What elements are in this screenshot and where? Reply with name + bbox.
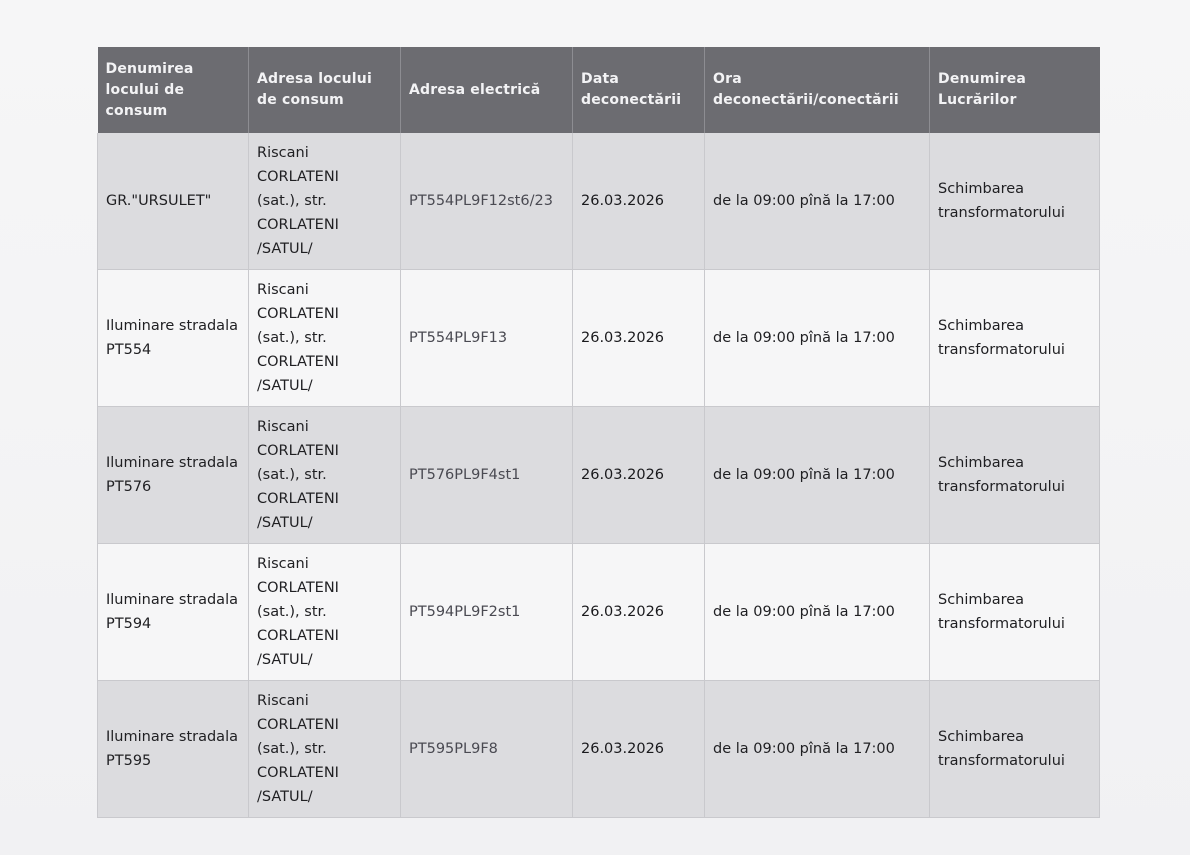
header-row xyxy=(98,47,1100,133)
cell-adresa-electrica: PT554PL9F12st6/23 xyxy=(401,133,573,270)
address-line: CORLATENI xyxy=(257,491,339,507)
address-line: CORLATENI xyxy=(257,217,339,233)
cell-loc-consum: GR."URSULET" xyxy=(98,133,249,270)
header-lucrari: Denumirea Lucrărilor xyxy=(930,47,1100,133)
cell-adresa-electrica: PT595PL9F8 xyxy=(401,681,573,818)
table-row xyxy=(98,407,1100,544)
cell-ora: de la 09:00 pînă la 17:00 xyxy=(705,407,930,544)
address-line: (sat.), str. xyxy=(257,741,327,757)
cell-loc-consum: Iluminare stradala PT595 xyxy=(98,681,249,818)
table-row xyxy=(98,270,1100,407)
table-row xyxy=(98,681,1100,818)
cell-ora: de la 09:00 pînă la 17:00 xyxy=(705,544,930,681)
lucrari-line: Schimbarea xyxy=(938,181,1025,197)
cell-lucrari xyxy=(930,407,1100,544)
lucrari-line: transformatorului xyxy=(938,479,1065,495)
address-line: CORLATENI xyxy=(257,354,339,370)
address-line: Riscani xyxy=(257,693,309,709)
cell-loc-consum: Iluminare stradala PT554 xyxy=(98,270,249,407)
cell-adresa-electrica: PT554PL9F13 xyxy=(401,270,573,407)
cell-ora: de la 09:00 pînă la 17:00 xyxy=(705,270,930,407)
address-line: CORLATENI xyxy=(257,443,339,459)
lucrari-line: Schimbarea xyxy=(938,729,1025,745)
cell-ora: de la 09:00 pînă la 17:00 xyxy=(705,681,930,818)
cell-lucrari xyxy=(930,681,1100,818)
lucrari-line: transformatorului xyxy=(938,753,1065,769)
address-line: (sat.), str. xyxy=(257,330,327,346)
lucrari-line: Schimbarea xyxy=(938,455,1025,471)
cell-lucrari xyxy=(930,270,1100,407)
address-line: (sat.), str. xyxy=(257,467,327,483)
header-adresa-loc: Adresa locului de consum xyxy=(249,47,401,133)
cell-loc-consum: Iluminare stradala PT594 xyxy=(98,544,249,681)
table-row xyxy=(98,133,1100,270)
address-line: CORLATENI xyxy=(257,628,339,644)
address-line: CORLATENI xyxy=(257,169,339,185)
cell-adresa-electrica: PT594PL9F2st1 xyxy=(401,544,573,681)
cell-adresa-loc xyxy=(249,407,401,544)
cell-lucrari xyxy=(930,133,1100,270)
cell-adresa-loc xyxy=(249,270,401,407)
header-loc-consum: Denumirea locului de consum xyxy=(98,47,249,133)
address-line: Riscani xyxy=(257,419,309,435)
cell-adresa-electrica: PT576PL9F4st1 xyxy=(401,407,573,544)
lucrari-line: Schimbarea xyxy=(938,318,1025,334)
outage-schedule-table xyxy=(97,47,1100,818)
cell-adresa-loc xyxy=(249,544,401,681)
address-line: /SATUL/ xyxy=(257,378,313,394)
lucrari-line: transformatorului xyxy=(938,205,1065,221)
header-data-deconectarii: Data deconectării xyxy=(573,47,705,133)
cell-ora: de la 09:00 pînă la 17:00 xyxy=(705,133,930,270)
address-line: /SATUL/ xyxy=(257,515,313,531)
address-line: Riscani xyxy=(257,145,309,161)
lucrari-line: transformatorului xyxy=(938,616,1065,632)
cell-data: 26.03.2026 xyxy=(573,407,705,544)
address-line: Riscani xyxy=(257,282,309,298)
address-line: /SATUL/ xyxy=(257,652,313,668)
cell-loc-consum: Iluminare stradala PT576 xyxy=(98,407,249,544)
cell-adresa-loc xyxy=(249,681,401,818)
cell-data: 26.03.2026 xyxy=(573,270,705,407)
address-line: CORLATENI xyxy=(257,306,339,322)
table-row xyxy=(98,544,1100,681)
cell-lucrari xyxy=(930,544,1100,681)
lucrari-line: Schimbarea xyxy=(938,592,1025,608)
lucrari-line: transformatorului xyxy=(938,342,1065,358)
address-line: CORLATENI xyxy=(257,580,339,596)
address-line: CORLATENI xyxy=(257,765,339,781)
address-line: (sat.), str. xyxy=(257,604,327,620)
address-line: /SATUL/ xyxy=(257,241,313,257)
cell-data: 26.03.2026 xyxy=(573,681,705,818)
address-line: (sat.), str. xyxy=(257,193,327,209)
cell-data: 26.03.2026 xyxy=(573,544,705,681)
address-line: CORLATENI xyxy=(257,717,339,733)
cell-data: 26.03.2026 xyxy=(573,133,705,270)
cell-adresa-loc xyxy=(249,133,401,270)
header-ora: Ora deconectării/conectării xyxy=(705,47,930,133)
header-adresa-electrica: Adresa electrică xyxy=(401,47,573,133)
address-line: Riscani xyxy=(257,556,309,572)
address-line: /SATUL/ xyxy=(257,789,313,805)
